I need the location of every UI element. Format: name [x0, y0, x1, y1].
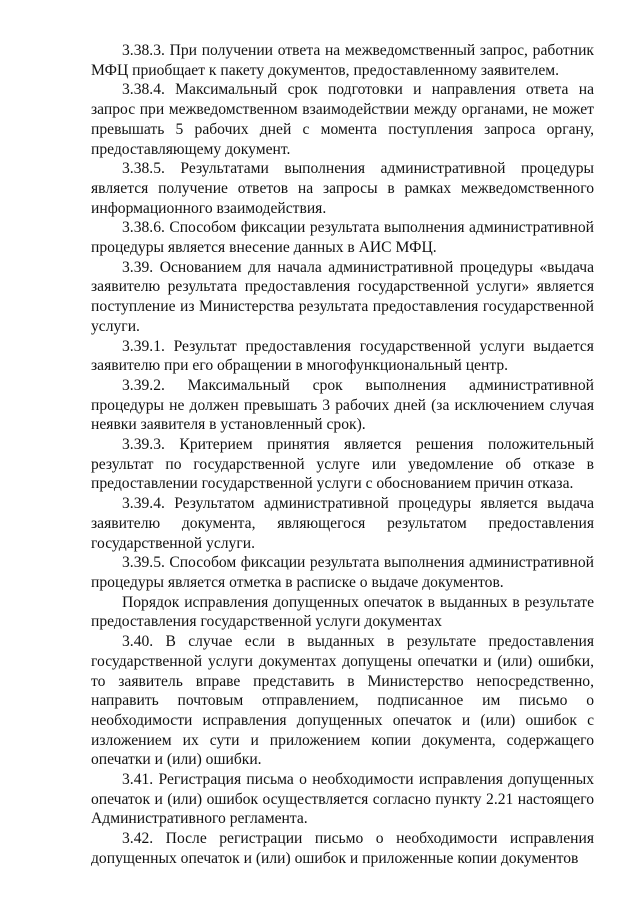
paragraph-3-38-4: 3.38.4. Максимальный срок подготовки и направления ответа на запрос при межведомственном взаимодействии между органами, не может превышать 5 рабочих дней с момента поступления запроса органу, предоставляющему документ. [91, 81, 594, 158]
paragraph-3-39-5: 3.39.5. Способом фиксации результата выполнения административной процедуры является отметка в расписке о выдаче документов. [91, 554, 594, 591]
section-heading-typo-correction: Порядок исправления допущенных опечаток в выданных в результате предоставления государственной услуги документах [91, 593, 594, 631]
paragraph-3-41: 3.41. Регистрация письма о необходимости исправления допущенных опечаток и (или) ошибок осуществляется согласно пункту 2.21 настоящего Административного регламента. [91, 771, 594, 828]
paragraph-3-39-4: 3.39.4. Результатом административной процедуры является выдача заявителю документа, являющегося результатом предоставления государственной услуги. [91, 495, 594, 552]
paragraph-3-39-1: 3.39.1. Результат предоставления государственной услуги выдается заявителю при его обращении в многофункциональный центр. [91, 337, 594, 375]
paragraph-3-38-6: 3.38.6. Способом фиксации результата выполнения административной процедуры является внесение данных в АИС МФЦ. [91, 219, 594, 257]
document-page [91, 41, 594, 869]
paragraph-3-39: 3.39. Основанием для начала административной процедуры «выдача заявителю результата предоставления государственной услуги» является поступление из Министерства результата предоставления государственной услуги. [91, 258, 594, 335]
paragraph-3-39-2: 3.39.2. Максимальный срок выполнения административной процедуры не должен превышать 3 рабочих дней (за исключением случая неявки заявителя в установленный срок). [91, 376, 594, 434]
paragraph-3-42: 3.42. После регистрации письмо о необходимости исправления допущенных опечаток и (или) ошибок и приложенные копии документов [91, 830, 594, 867]
paragraph-3-40: 3.40. В случае если в выданных в результате предоставления государственной услуги документах допущены опечатки и (или) ошибки, то заявитель вправе представить в Министерство непосредственно, направить почтовым отправлением, подписанное им письмо о необходимости исправления допущенных опечаток и (или) ошибок с изложением их сути и приложением копии документа, содержащего опечатки и (или) ошибки. [91, 633, 594, 769]
paragraph-3-38-3: 3.38.3. При получении ответа на межведомственный запрос, работник МФЦ приобщает к пакету документов, предоставленному заявителем. [91, 42, 594, 79]
paragraph-3-39-3: 3.39.3. Критерием принятия является решения положительный результат по государственной услуге или уведомление об отказе в предоставлении государственной услуги с обоснованием причин отказа. [91, 436, 594, 493]
paragraph-3-38-5: 3.38.5. Результатами выполнения административной процедуры является получение ответов на запросы в рамках межведомственного информационного взаимодействия. [91, 160, 594, 217]
